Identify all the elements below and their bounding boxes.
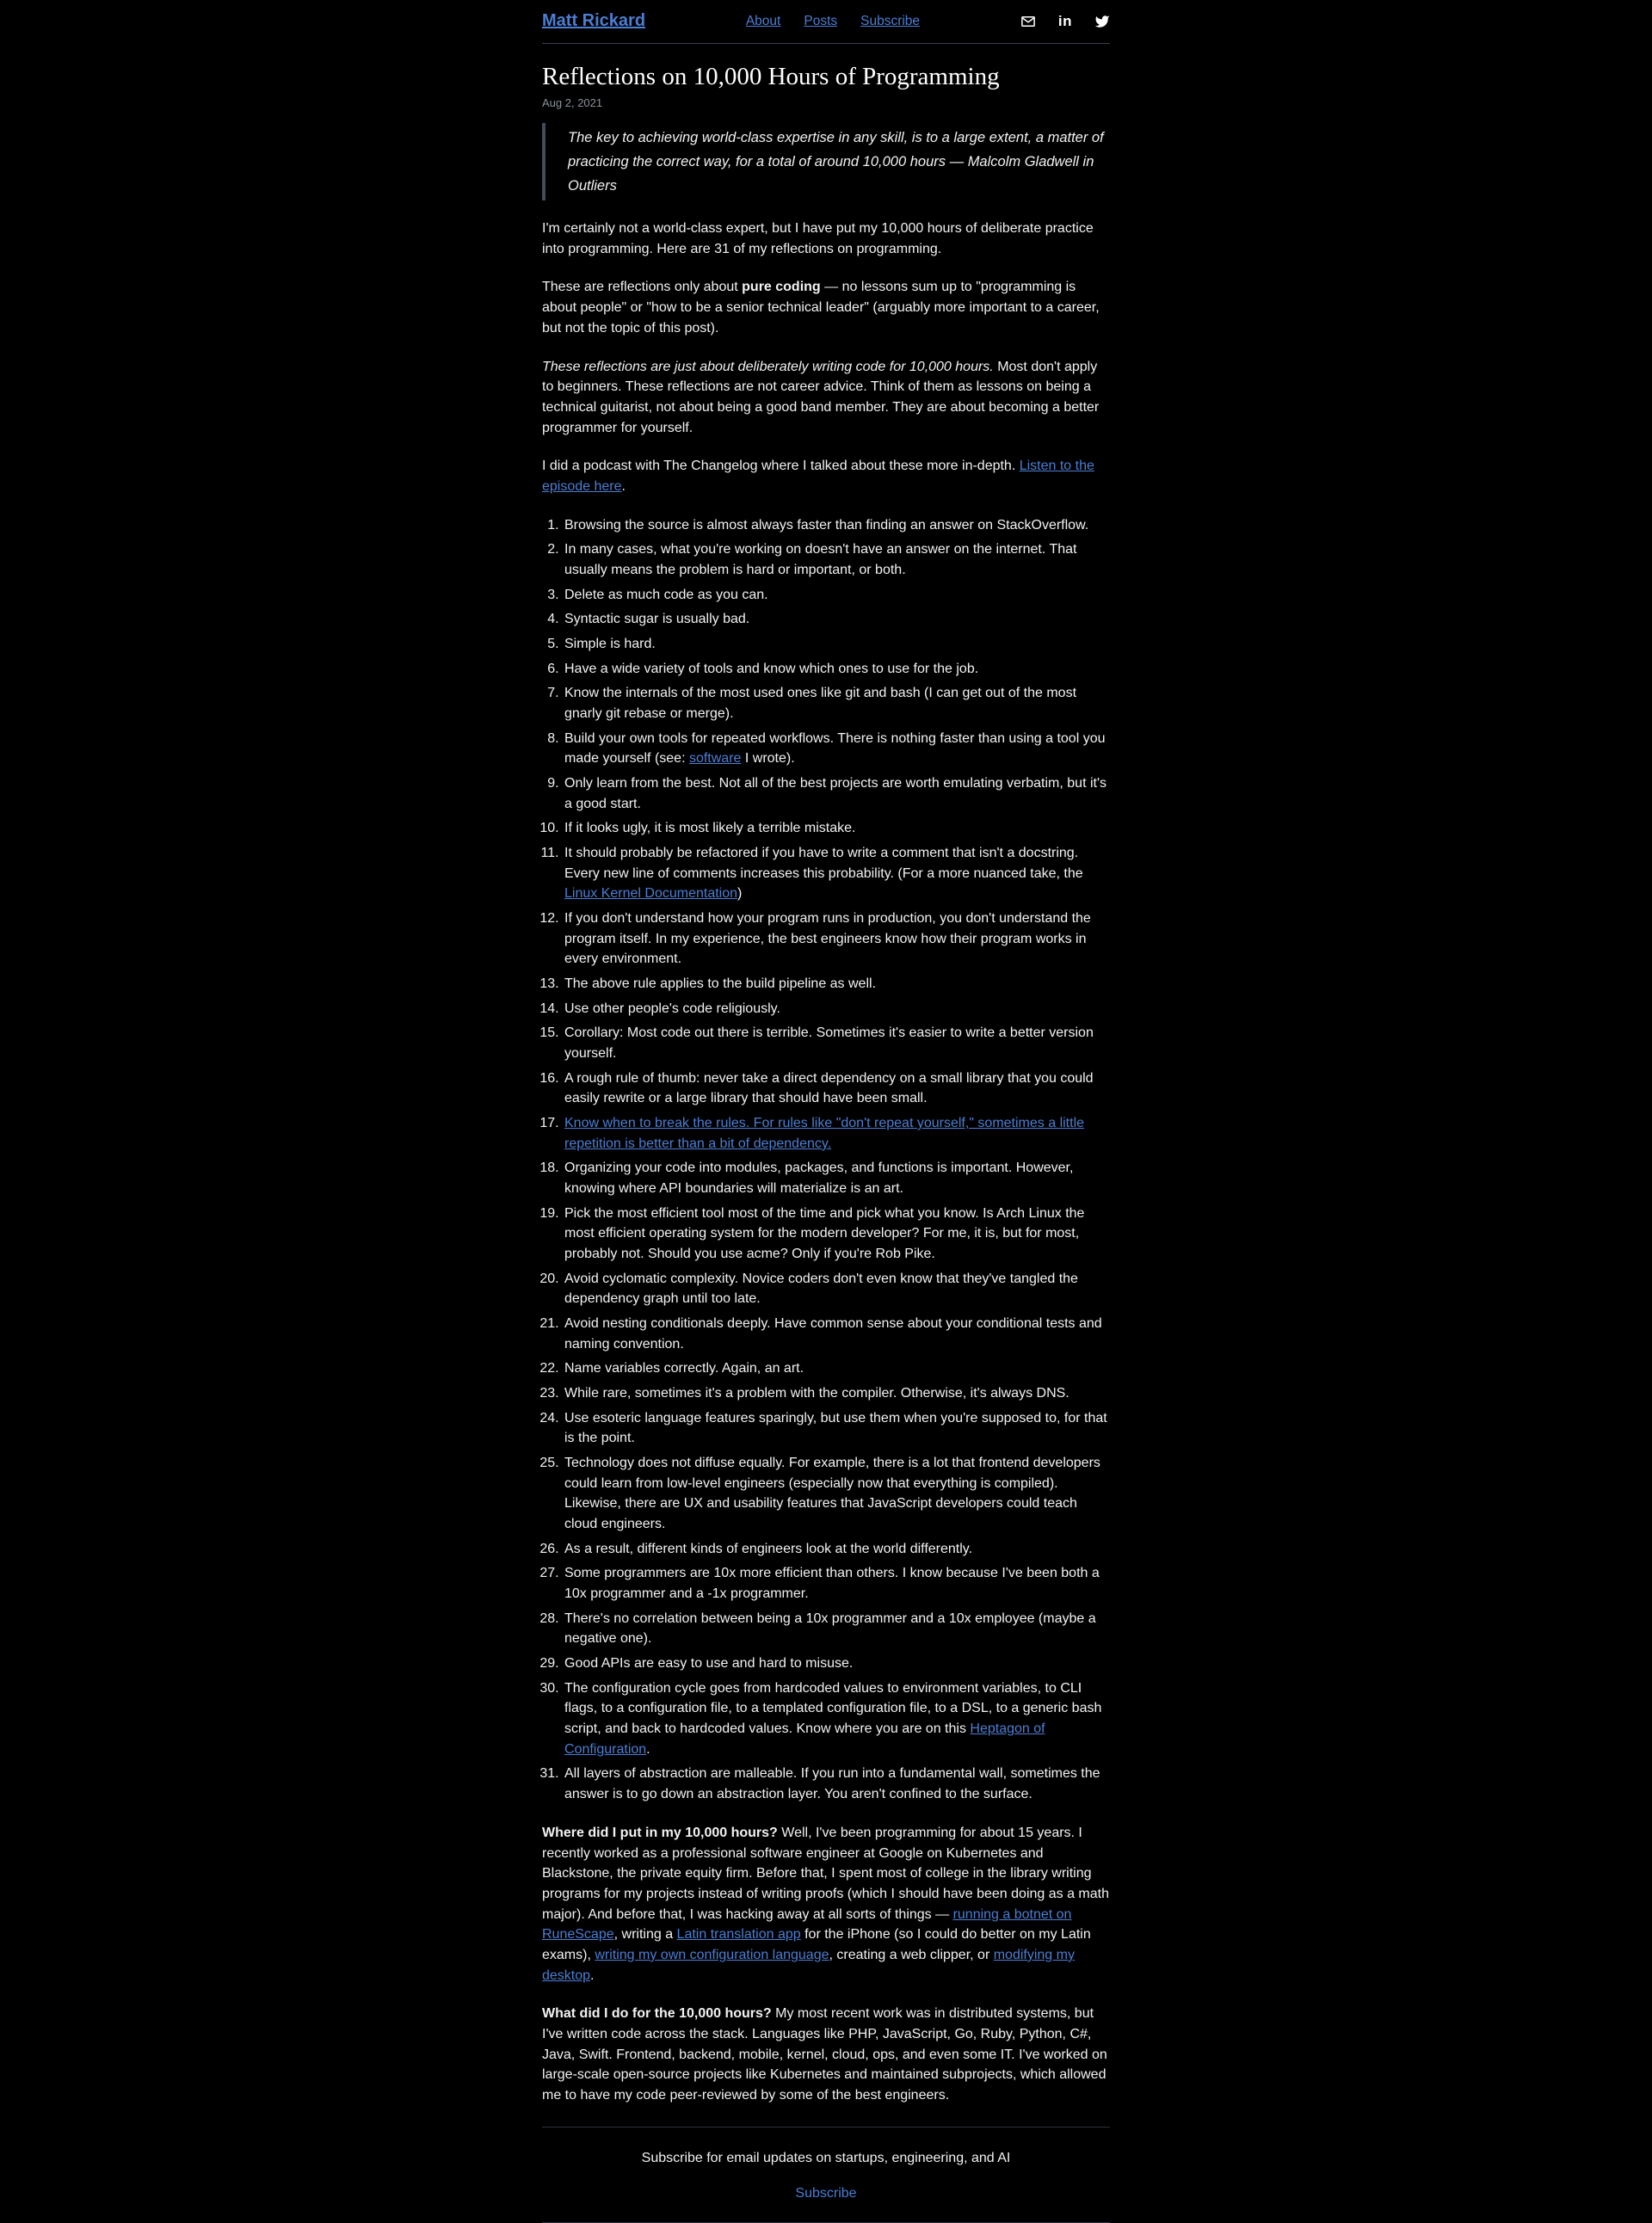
text-run: for the iPhone (so I could do better on my Latin exams), xyxy=(542,1927,1091,1962)
reflection-item xyxy=(563,1113,1110,1154)
paragraph-podcast xyxy=(542,456,1110,496)
reflection-item xyxy=(563,634,1110,655)
reflection-item xyxy=(563,1453,1110,1535)
reflection-item xyxy=(563,683,1110,724)
text-run: In many cases, what you're working on doesn't have an answer on the internet. That usually means the problem is hard or important, or both. xyxy=(564,542,1077,577)
paragraph-scope xyxy=(542,277,1110,338)
text-run: . xyxy=(621,478,626,494)
reflection-item xyxy=(563,1408,1110,1449)
text-run: Most don't apply to beginners. These reflections are not career advice. Think of them as lessons on being a technical guitarist, not about being a good band member. They are about becoming a better programmer for yourself. xyxy=(542,359,1100,435)
inline-link[interactable]: Heptagon of Configuration xyxy=(564,1721,1045,1757)
inline-link[interactable]: Listen to the episode here xyxy=(542,459,1094,494)
text-run: Avoid nesting conditionals deeply. Have common sense about your conditional tests and naming convention. xyxy=(564,1316,1102,1352)
reflection-item xyxy=(563,1269,1110,1309)
inline-link[interactable]: running a botnet on RuneScape xyxy=(542,1906,1072,1943)
reflection-item xyxy=(563,1539,1110,1560)
text-run: I'm certainly not a world-class expert, but I have put my 10,000 hours of deliberate practice into programming. Here are 31 of my reflections on programming. xyxy=(542,221,1094,256)
site-footer xyxy=(542,2127,1110,2223)
article xyxy=(542,63,1110,2106)
reflection-item xyxy=(563,1314,1110,1354)
linkedin-icon[interactable] xyxy=(1058,14,1072,28)
text-run: Have a wide variety of tools and know which ones to use for the job. xyxy=(564,661,979,676)
inline-link[interactable]: modifying my desktop xyxy=(542,1947,1075,1983)
reflection-item xyxy=(563,609,1110,630)
text-run: Avoid cyclomatic complexity. Novice coders don't even know that they've tangled the dependency graph until too late. xyxy=(564,1271,1078,1307)
social-icons xyxy=(1020,14,1110,29)
text-run: Syntactic sugar is usually bad. xyxy=(564,612,750,627)
paragraph-intro xyxy=(542,219,1110,259)
epigraph-quote: The key to achieving world-class expertise in any skill, is to a large extent, a matter of practicing the correct way, for a total of around 10,000 hours — Malcolm Gladwell in Outliers xyxy=(542,123,1110,200)
text-run: Build your own tools for repeated workflows. There is nothing faster than using a tool you made yourself (see: xyxy=(564,730,1106,767)
reflection-item xyxy=(563,843,1110,904)
inline-link[interactable]: Latin translation app xyxy=(676,1927,801,1943)
text-run: These reflections are just about deliberately writing code for 10,000 hours. xyxy=(542,359,994,374)
text-run: . xyxy=(646,1741,650,1757)
text-run: Know the internals of the most used ones like git and bash (I can get out of the most gnarly git rebase or merge). xyxy=(564,686,1077,721)
text-run: Browsing the source is almost always faster than finding an answer on StackOverflow. xyxy=(564,517,1089,533)
paragraph-what-hours xyxy=(542,2004,1110,2105)
text-run: — no lessons sum up to "programming is about people" or "how to be a senior technical leader" (arguably more important to a career, but not the topic of this post). xyxy=(542,280,1100,336)
footer-subscribe-link[interactable]: Subscribe xyxy=(795,2186,857,2201)
text-run: A rough rule of thumb: never take a direct dependency on a small library that you could easily rewrite or a large library that should have been small. xyxy=(564,1070,1094,1106)
page-title: Reflections on 10,000 Hours of Programming xyxy=(542,63,1000,90)
text-run: I wrote). xyxy=(741,751,795,767)
reflection-item xyxy=(563,908,1110,970)
paragraph-where-hours xyxy=(542,1823,1110,1986)
text-run: . xyxy=(590,1967,595,1983)
text-run: , writing a xyxy=(613,1927,677,1943)
reflection-item xyxy=(563,1764,1110,1804)
text-run: Pick the most efficient tool most of the time and pick what you know. Is Arch Linux the most efficient operating system for the modern developer? For me, it is, but for most, probably not. Should you use acme? Only if you're Rob Pike. xyxy=(564,1205,1085,1262)
text-run: It should probably be refactored if you have to write a comment that isn't a docstring. Every new line of comments increases this probability. (For a more nuanced take, the xyxy=(564,845,1083,881)
text-run: Corollary: Most code out there is terrible. Sometimes it's easier to write a better version yourself. xyxy=(564,1025,1094,1061)
text-run: Simple is hard. xyxy=(564,636,656,651)
text-run: Some programmers are 10x more efficient than others. I know because I've been both a 10x programmer and a -1x programmer. xyxy=(564,1566,1100,1602)
reflection-item xyxy=(563,974,1110,995)
text-run: Where did I put in my 10,000 hours? xyxy=(542,1825,778,1840)
text-run: I did a podcast with The Changelog where I talked about these more in-depth. xyxy=(542,459,1020,474)
text-run: Use other people's code religiously. xyxy=(564,1001,780,1016)
nav-posts[interactable]: Posts xyxy=(804,13,838,28)
inline-link[interactable]: software xyxy=(688,751,742,767)
linkedin-glyph: in xyxy=(1057,13,1072,29)
main-nav xyxy=(746,14,920,29)
text-run: If you don't understand how your program runs in production, you don't understand the program itself. In my experience, the best engineers know how their program works in every environment. xyxy=(564,910,1091,967)
inline-link[interactable]: Know when to break the rules. For rules like "don't repeat yourself," sometimes a little repetition is better than a bit of dependency. xyxy=(564,1116,1085,1151)
text-run: All layers of abstraction are malleable. If you run into a fundamental wall, sometimes the answer is to go down an abstraction layer. You aren't confined to the surface. xyxy=(564,1766,1100,1802)
text-run: While rare, sometimes it's a problem with the compiler. Otherwise, it's always DNS. xyxy=(564,1386,1069,1401)
paragraph-audience xyxy=(542,357,1110,439)
reflection-item xyxy=(563,1563,1110,1604)
inline-link[interactable]: Linux Kernel Documentation xyxy=(564,886,738,902)
text-run: What did I do for the 10,000 hours? xyxy=(542,2006,772,2022)
reflection-item xyxy=(563,515,1110,536)
inline-link[interactable]: writing my own configuration language xyxy=(595,1947,829,1962)
text-run: Technology does not diffuse equally. For example, there is a lot that frontend developers could learn from low-level engineers (especially now that everything is compiled). Likewise, there are UX and usability features that JavaScript developers could teach cloud engineers. xyxy=(564,1456,1100,1532)
text-run: There's no correlation between being a 10x programmer and a 10x employee (maybe a negative one). xyxy=(564,1610,1096,1647)
reflection-item xyxy=(563,818,1110,839)
reflection-item xyxy=(563,1383,1110,1404)
nav-about[interactable]: About xyxy=(745,13,781,28)
twitter-icon[interactable] xyxy=(1094,14,1110,29)
mail-icon[interactable] xyxy=(1020,14,1036,29)
reflection-item xyxy=(563,539,1110,580)
footer-text: Subscribe for email updates on startups, engineering, and AI xyxy=(641,2150,1011,2165)
reflection-item xyxy=(563,729,1110,769)
text-run: Use esoteric language features sparingly, but use them when you're supposed to, for that is the point. xyxy=(564,1410,1107,1446)
reflection-item xyxy=(563,1068,1110,1109)
post-date: Aug 2, 2021 xyxy=(542,96,603,109)
text-run: pure coding xyxy=(742,280,821,295)
text-run: As a result, different kinds of engineers look at the world differently. xyxy=(564,1541,973,1556)
reflection-item xyxy=(563,1358,1110,1379)
text-run: Only learn from the best. Not all of the best projects are worth emulating verbatim, but it's a good start. xyxy=(564,775,1107,811)
text-run: My most recent work was in distributed systems, but I've written code across the stack. Languages like PHP, JavaScript, Go, Ruby, Python, C#, Java, Swift. Frontend, backend, mobile, kernel, cloud, ops, and even some IT. I've worked on large-scale open-source projects like Kubernetes and maintained subprojects, which allowed me to have my code peer-reviewed by some of the best engineers. xyxy=(542,2006,1107,2103)
site-header xyxy=(542,0,1110,44)
text-run: Well, I've been programming for about 15 years. I recently worked as a professional software engineer at Google on Kubernetes and Blackstone, the private equity firm. Before that, I spent most of college in the library writing programs for my projects instead of writing proofs (which I should have been doing as a math major). And before that, I was hacking away at all sorts of things — xyxy=(542,1825,1109,1922)
text-run: Name variables correctly. Again, an art. xyxy=(564,1361,804,1376)
text-run: Organizing your code into modules, packages, and functions is important. However, knowing where API boundaries will materialize is an art. xyxy=(564,1161,1074,1197)
reflection-item xyxy=(563,1678,1110,1760)
reflection-item xyxy=(563,773,1110,814)
text-run: These are reflections only about xyxy=(542,280,743,295)
reflection-item xyxy=(563,1023,1110,1063)
reflection-item xyxy=(563,1609,1110,1649)
text-run: ) xyxy=(737,886,743,902)
text-run: Delete as much code as you can. xyxy=(564,587,768,602)
text-run: , creating a web clipper, or xyxy=(829,1947,994,1962)
reflection-item xyxy=(563,1653,1110,1674)
text-run: If it looks ugly, it is most likely a terrible mistake. xyxy=(564,821,856,836)
text-run: Good APIs are easy to use and hard to misuse. xyxy=(564,1656,854,1672)
text-run: The configuration cycle goes from hardcoded values to environment variables, to CLI flags, to a configuration file, to a templated configuration file, to a DSL, to a generic bash script, and back to hardcoded values. Know where you are on this xyxy=(564,1680,1102,1737)
reflections-list xyxy=(542,515,1110,1805)
brand-link[interactable]: Matt Rickard xyxy=(542,11,646,30)
reflection-item xyxy=(563,585,1110,606)
nav-subscribe[interactable]: Subscribe xyxy=(860,13,921,28)
reflection-item xyxy=(563,999,1110,1019)
page xyxy=(542,0,1110,2223)
reflection-item xyxy=(563,659,1110,680)
reflection-item xyxy=(563,1204,1110,1265)
reflection-item xyxy=(563,1158,1110,1198)
text-run: The above rule applies to the build pipeline as well. xyxy=(564,976,877,991)
